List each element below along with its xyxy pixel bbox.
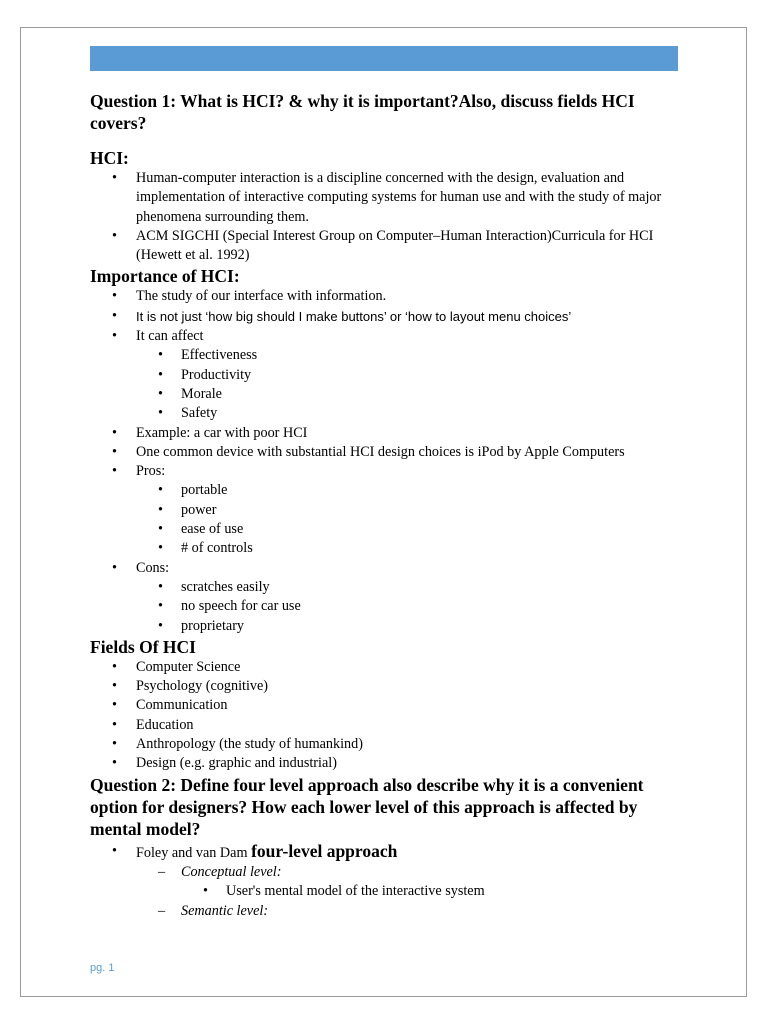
list-item: • Morale <box>90 385 670 404</box>
cons-list <box>90 578 670 636</box>
list-item: • proprietary <box>90 617 670 636</box>
list-item <box>90 462 670 558</box>
fields-list <box>90 658 670 774</box>
list-item: • scratches easily <box>90 578 670 597</box>
list-item <box>90 842 670 863</box>
list-item: • ACM SIGCHI (Special Interest Group on Computer–Human Interaction)Curricula for HCI (Hewett et al. 1992) <box>90 227 670 266</box>
list-item-text: It can affect <box>136 328 204 345</box>
list-item <box>90 902 670 921</box>
heading-fields: Fields Of HCI <box>90 636 196 657</box>
list-item: • The study of our interface with information. <box>90 287 670 306</box>
list-item: • Example: a car with poor HCI <box>90 424 670 443</box>
list-item: • Productivity <box>90 366 670 385</box>
list-item: • portable <box>90 481 670 500</box>
list-item: • Psychology (cognitive) <box>90 677 670 696</box>
list-item-text: Pros: <box>136 463 166 480</box>
heading-importance: Importance of HCI: <box>90 266 240 287</box>
semantic-level: Semantic level: <box>181 902 269 919</box>
conceptual-level: Conceptual level: <box>181 863 282 880</box>
header-bar <box>90 46 678 71</box>
list-item: • Anthropology (the study of humankind) <box>90 735 670 754</box>
list-item: • User's mental model of the interactive system <box>90 882 670 901</box>
four-level-emphasis: four-level approach <box>251 840 398 861</box>
conceptual-sublist <box>90 882 670 901</box>
list-item: • Design (e.g. graphic and industrial) <box>90 754 670 773</box>
question-2: Question 2: Define four level approach also describe why it is a convenient option for designers? How each lower level of this approach is affected by mental model? <box>90 774 644 839</box>
list-item: • Computer Science <box>90 658 670 677</box>
list-item: • Safety <box>90 404 670 423</box>
list-item-text: Foley and van Dam <box>136 844 252 861</box>
list-item: • power <box>90 501 670 520</box>
list-item: • Human-computer interaction is a discipline concerned with the design, evaluation and implementation of interactive computing systems for human use and with the study of major phenomena surrounding them. <box>90 169 670 227</box>
list-item: • Education <box>90 716 670 735</box>
pros-list <box>90 481 670 558</box>
list-item <box>90 863 670 902</box>
list-item <box>90 307 670 327</box>
list-item: • # of controls <box>90 539 670 558</box>
four-level-list <box>90 842 670 863</box>
list-item: • ease of use <box>90 520 670 539</box>
list-item-text: It is not just ‘how big should I make buttons’ or ‘how to layout menu choices’ <box>136 308 572 324</box>
list-item: • Effectiveness <box>90 346 670 365</box>
page-number: pg. 1 <box>90 962 115 974</box>
affect-list <box>90 346 670 423</box>
list-item: • One common device with substantial HCI design choices is iPod by Apple Computers <box>90 443 670 462</box>
levels-list <box>90 863 670 921</box>
importance-list <box>90 287 670 635</box>
list-item <box>90 559 670 636</box>
hci-list <box>90 169 670 265</box>
list-item: • no speech for car use <box>90 597 670 616</box>
list-item: • Communication <box>90 696 670 715</box>
list-item <box>90 327 670 423</box>
list-item-text: Cons: <box>136 559 170 576</box>
question-1: Question 1: What is HCI? & why it is important?Also, discuss fields HCI covers? <box>90 91 635 133</box>
document-body <box>90 90 670 921</box>
heading-hci: HCI: <box>90 148 129 168</box>
